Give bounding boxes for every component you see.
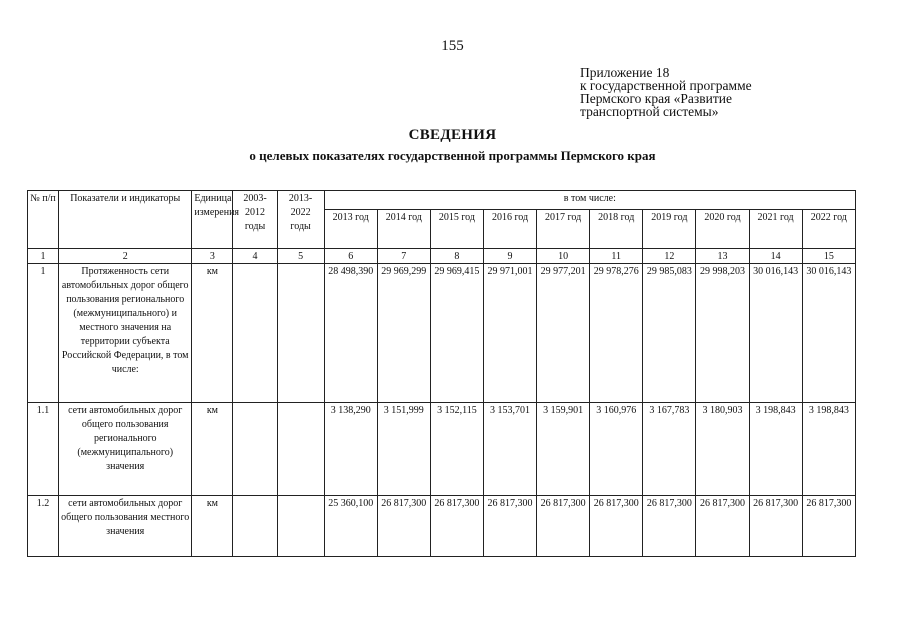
page-number: 155	[441, 38, 464, 54]
year-value: 3 198,843	[802, 403, 855, 496]
column-number: 8	[430, 249, 483, 264]
year-value: 29 998,203	[696, 264, 749, 403]
table-row	[28, 496, 856, 557]
year-value: 26 817,300	[430, 496, 483, 557]
row-period-2003-2012	[233, 264, 277, 403]
year-value: 26 817,300	[643, 496, 696, 557]
column-number: 15	[802, 249, 855, 264]
year-value: 29 985,083	[643, 264, 696, 403]
year-value: 29 969,299	[377, 264, 430, 403]
indicator-name: Протяженность сети автомобильных дорог общего пользования регионального (межмуниципального) и местного значения на территории субъекта Российской Федерации, в том числе:	[59, 264, 192, 403]
year-value: 3 159,901	[537, 403, 590, 496]
row-unit: км	[192, 264, 233, 403]
header-year: 2014 год	[377, 210, 430, 249]
column-number: 1	[28, 249, 59, 264]
row-period-2013-2022	[277, 264, 324, 403]
header-year: 2017 год	[537, 210, 590, 249]
year-value: 3 180,903	[696, 403, 749, 496]
year-value: 29 978,276	[590, 264, 643, 403]
year-value: 29 969,415	[430, 264, 483, 403]
header-period-2013-2022: 2013-2022 годы	[277, 191, 324, 249]
row-number: 1	[28, 264, 59, 403]
appendix-line: Пермского края «Развитие	[580, 91, 732, 106]
year-value: 3 151,999	[377, 403, 430, 496]
year-value: 28 498,390	[324, 264, 377, 403]
document-subtitle: о целевых показателях государственной программы Пермского края	[249, 148, 656, 163]
year-value: 29 971,001	[483, 264, 536, 403]
column-number: 13	[696, 249, 749, 264]
year-value: 3 138,290	[324, 403, 377, 496]
indicator-name: сети автомобильных дорог общего пользования регионального (межмуниципального) значения	[59, 403, 192, 496]
column-number: 14	[749, 249, 802, 264]
row-number: 1.2	[28, 496, 59, 557]
year-value: 26 817,300	[696, 496, 749, 557]
year-value: 26 817,300	[537, 496, 590, 557]
header-year: 2015 год	[430, 210, 483, 249]
indicator-name: сети автомобильных дорог общего пользования местного значения	[59, 496, 192, 557]
column-number: 10	[537, 249, 590, 264]
column-number: 7	[377, 249, 430, 264]
year-value: 26 817,300	[377, 496, 430, 557]
table-row	[28, 403, 856, 496]
column-number: 9	[483, 249, 536, 264]
column-number: 3	[192, 249, 233, 264]
year-value: 25 360,100	[324, 496, 377, 557]
row-unit: км	[192, 403, 233, 496]
year-value: 3 167,783	[643, 403, 696, 496]
year-value: 30 016,143	[802, 264, 855, 403]
document-title: СВЕДЕНИЯ	[408, 127, 497, 143]
year-value: 29 977,201	[537, 264, 590, 403]
year-value: 26 817,300	[590, 496, 643, 557]
row-period-2003-2012	[233, 496, 277, 557]
year-value: 3 153,701	[483, 403, 536, 496]
column-number: 2	[59, 249, 192, 264]
column-number: 5	[277, 249, 324, 264]
row-number: 1.1	[28, 403, 59, 496]
column-number: 11	[590, 249, 643, 264]
table-row	[28, 264, 856, 403]
header-num: № п/п	[28, 191, 59, 249]
header-year: 2016 год	[483, 210, 536, 249]
header-unit: Единица измерения	[192, 191, 233, 249]
appendix-line: к государственной программе	[580, 78, 752, 93]
header-year: 2021 год	[749, 210, 802, 249]
header-period-2003-2012: 2003-2012 годы	[233, 191, 277, 249]
year-value: 26 817,300	[483, 496, 536, 557]
column-number: 6	[324, 249, 377, 264]
header-year: 2018 год	[590, 210, 643, 249]
appendix-line: транспортной системы»	[580, 104, 719, 119]
header-year: 2013 год	[324, 210, 377, 249]
year-value: 26 817,300	[749, 496, 802, 557]
row-period-2013-2022	[277, 403, 324, 496]
year-value: 3 152,115	[430, 403, 483, 496]
header-year: 2022 год	[802, 210, 855, 249]
column-number: 4	[233, 249, 277, 264]
header-year: 2019 год	[643, 210, 696, 249]
appendix-note	[580, 66, 752, 118]
year-value: 3 198,843	[749, 403, 802, 496]
appendix-line: Приложение 18	[580, 65, 670, 80]
header-including: в том числе:	[324, 191, 855, 210]
header-indicator: Показатели и индикаторы	[59, 191, 192, 249]
header-year: 2020 год	[696, 210, 749, 249]
year-value: 3 160,976	[590, 403, 643, 496]
row-period-2003-2012	[233, 403, 277, 496]
year-value: 30 016,143	[749, 264, 802, 403]
indicators-table	[27, 190, 856, 557]
column-number: 12	[643, 249, 696, 264]
year-value: 26 817,300	[802, 496, 855, 557]
row-period-2013-2022	[277, 496, 324, 557]
row-unit: км	[192, 496, 233, 557]
